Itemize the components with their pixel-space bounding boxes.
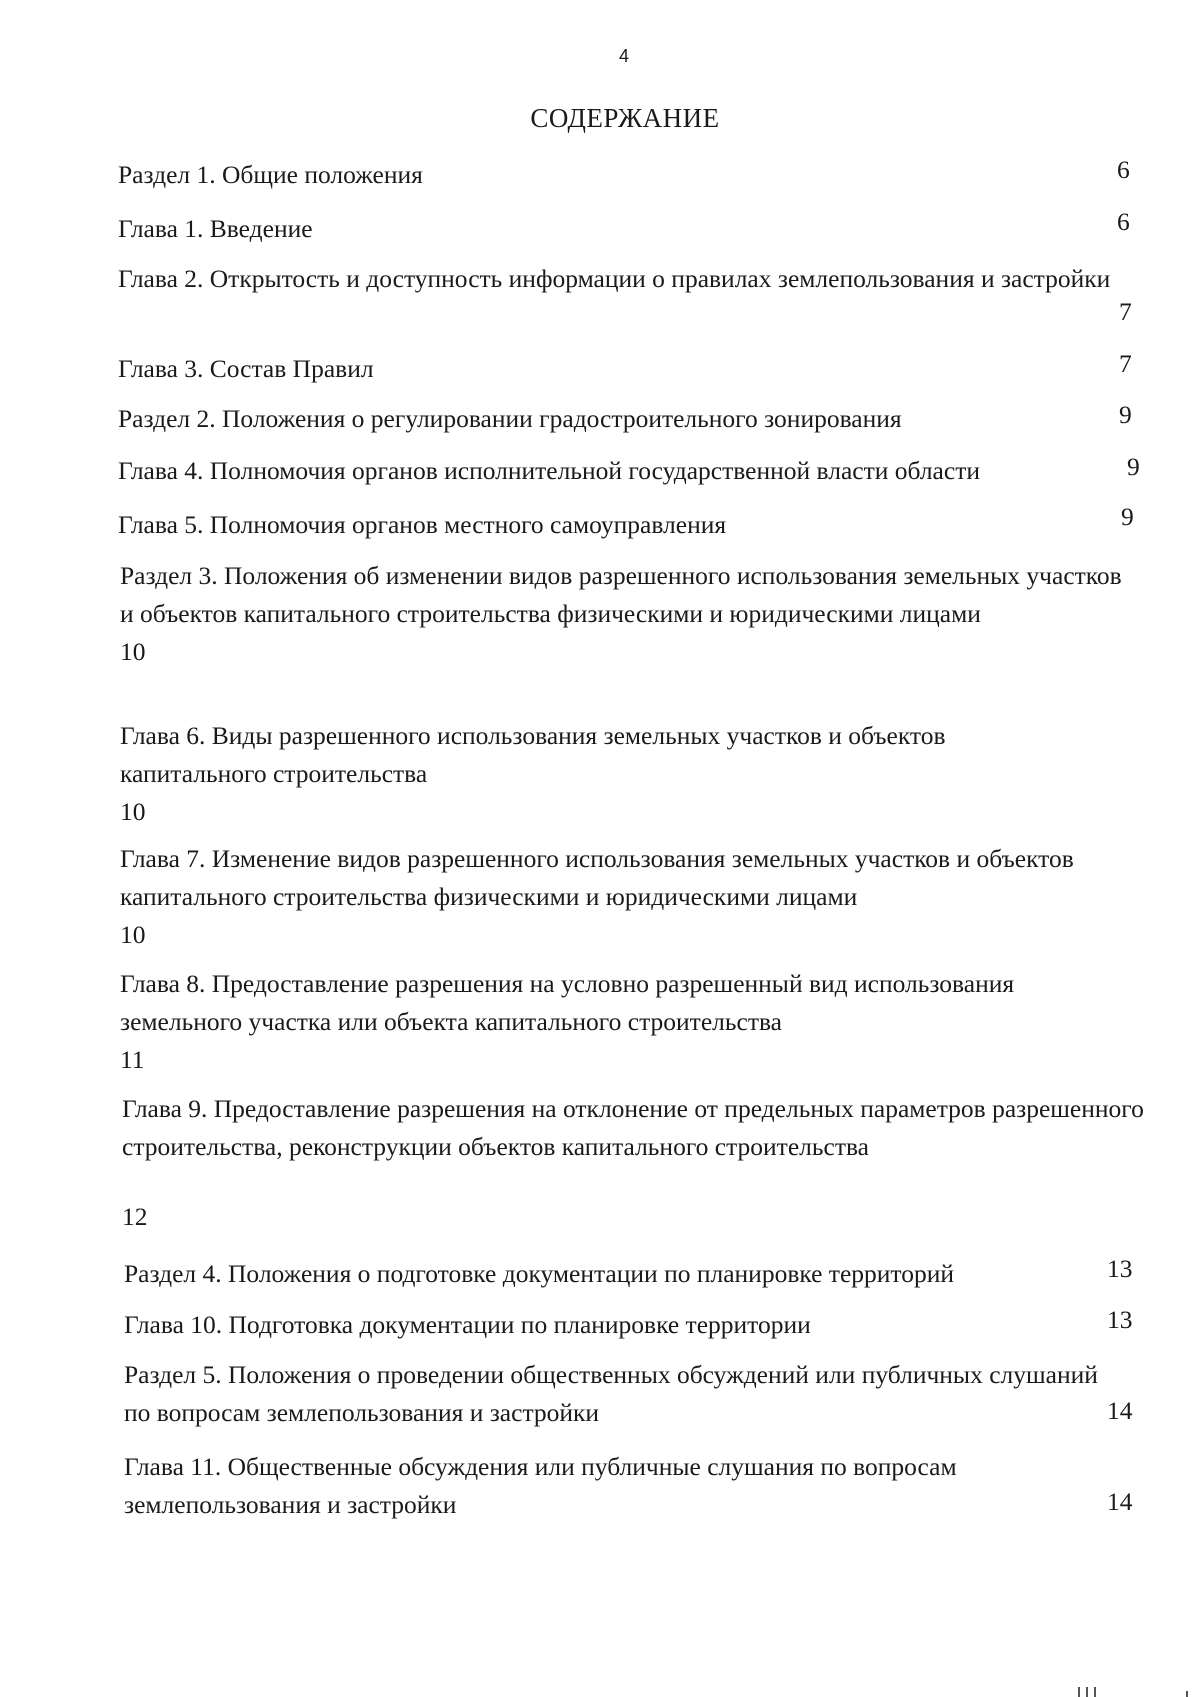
toc-entry-page: 12 — [122, 1202, 148, 1231]
toc-entry — [124, 1356, 1114, 1432]
toc-entry-page: 7 — [1119, 297, 1132, 326]
page-title: СОДЕРЖАНИЕ — [530, 103, 720, 133]
toc-entry-title: Глава 5. Полномочия органов местного самоуправления — [118, 510, 727, 539]
toc-entry — [118, 400, 1118, 438]
toc-entry-title: Раздел 1. Общие положения — [118, 160, 423, 189]
toc-entry-page: 9 — [1127, 452, 1140, 481]
toc-entry-title: Глава 6. Виды разрешенного использования земельных участков и объектов капитального строительства — [120, 721, 946, 788]
toc-entry-page: 9 — [1119, 400, 1132, 429]
toc-entry-title: Глава 3. Состав Правил — [118, 354, 374, 383]
toc-entry-page: 13 — [1107, 1254, 1133, 1283]
toc-entry-title: Глава 2. Открытость и доступность информации о правилах землепользования и застройки — [118, 264, 1111, 293]
toc-entry — [118, 506, 1118, 544]
toc-entry-page: 10 — [120, 920, 146, 949]
toc-entry — [120, 965, 1140, 1079]
toc-entry — [120, 840, 1080, 954]
toc-entry — [120, 557, 1140, 671]
toc-entry-page: 7 — [1119, 349, 1132, 378]
toc-entry-page: 10 — [120, 637, 146, 666]
toc-entry — [118, 260, 1118, 298]
toc-entry — [118, 156, 1118, 194]
toc-entry-title: Раздел 2. Положения о регулировании градостроительного зонирования — [118, 404, 902, 433]
toc-entry-title: Раздел 5. Положения о проведении общественных обсуждений или публичных слушаний по вопросам землепользования и застройки — [124, 1360, 1098, 1427]
toc-entry — [118, 210, 1118, 248]
toc-entry — [124, 1306, 1124, 1344]
toc-entry — [118, 350, 1118, 388]
toc-entry-title: Глава 10. Подготовка документации по планировке территории — [124, 1310, 811, 1339]
toc-entry-page: 6 — [1117, 207, 1130, 236]
toc-entry-page: 11 — [120, 1045, 145, 1074]
toc-entry — [124, 1448, 1074, 1524]
toc-entry — [124, 1255, 1124, 1293]
toc-entry-page: 6 — [1117, 155, 1130, 184]
toc-entry — [118, 452, 1118, 490]
toc-entry-title: Глава 8. Предоставление разрешения на условно разрешенный вид использования земельного участка или объекта капитального строительства — [120, 969, 1015, 1036]
toc-entry-title: Глава 9. Предоставление разрешения на отклонение от предельных параметров разрешенного строительства, реконструкции объектов капитального строительства — [122, 1094, 1144, 1161]
toc-entry-title: Глава 11. Общественные обсуждения или публичные слушания по вопросам землепользования и застройки — [124, 1452, 957, 1519]
toc-entry-page: 13 — [1107, 1305, 1133, 1334]
toc-entry-title: Глава 7. Изменение видов разрешенного использования земельных участков и объектов капитального строительства физическими и юридическими лицами — [120, 844, 1074, 911]
toc-entry-page: 10 — [120, 797, 146, 826]
toc-entry — [122, 1090, 1152, 1236]
toc-entry-title: Глава 1. Введение — [118, 214, 313, 243]
toc-entry-page: 14 — [1107, 1396, 1133, 1425]
toc-entry-title: Раздел 3. Положения об изменении видов разрешенного использования земельных участков и объектов капитального строительства физическими и юридическими лицами — [120, 561, 1122, 628]
toc-entry — [120, 717, 1080, 831]
toc-entry-title: Глава 4. Полномочия органов исполнительной государственной власти области — [118, 456, 980, 485]
toc-entry-title: Раздел 4. Положения о подготовке документации по планировке территорий — [124, 1259, 955, 1288]
toc-entry-page: 14 — [1107, 1487, 1133, 1516]
page-number: 4 — [618, 46, 629, 66]
scan-edge-marks — [1060, 1683, 1200, 1697]
toc-entry-page: 9 — [1121, 502, 1134, 531]
